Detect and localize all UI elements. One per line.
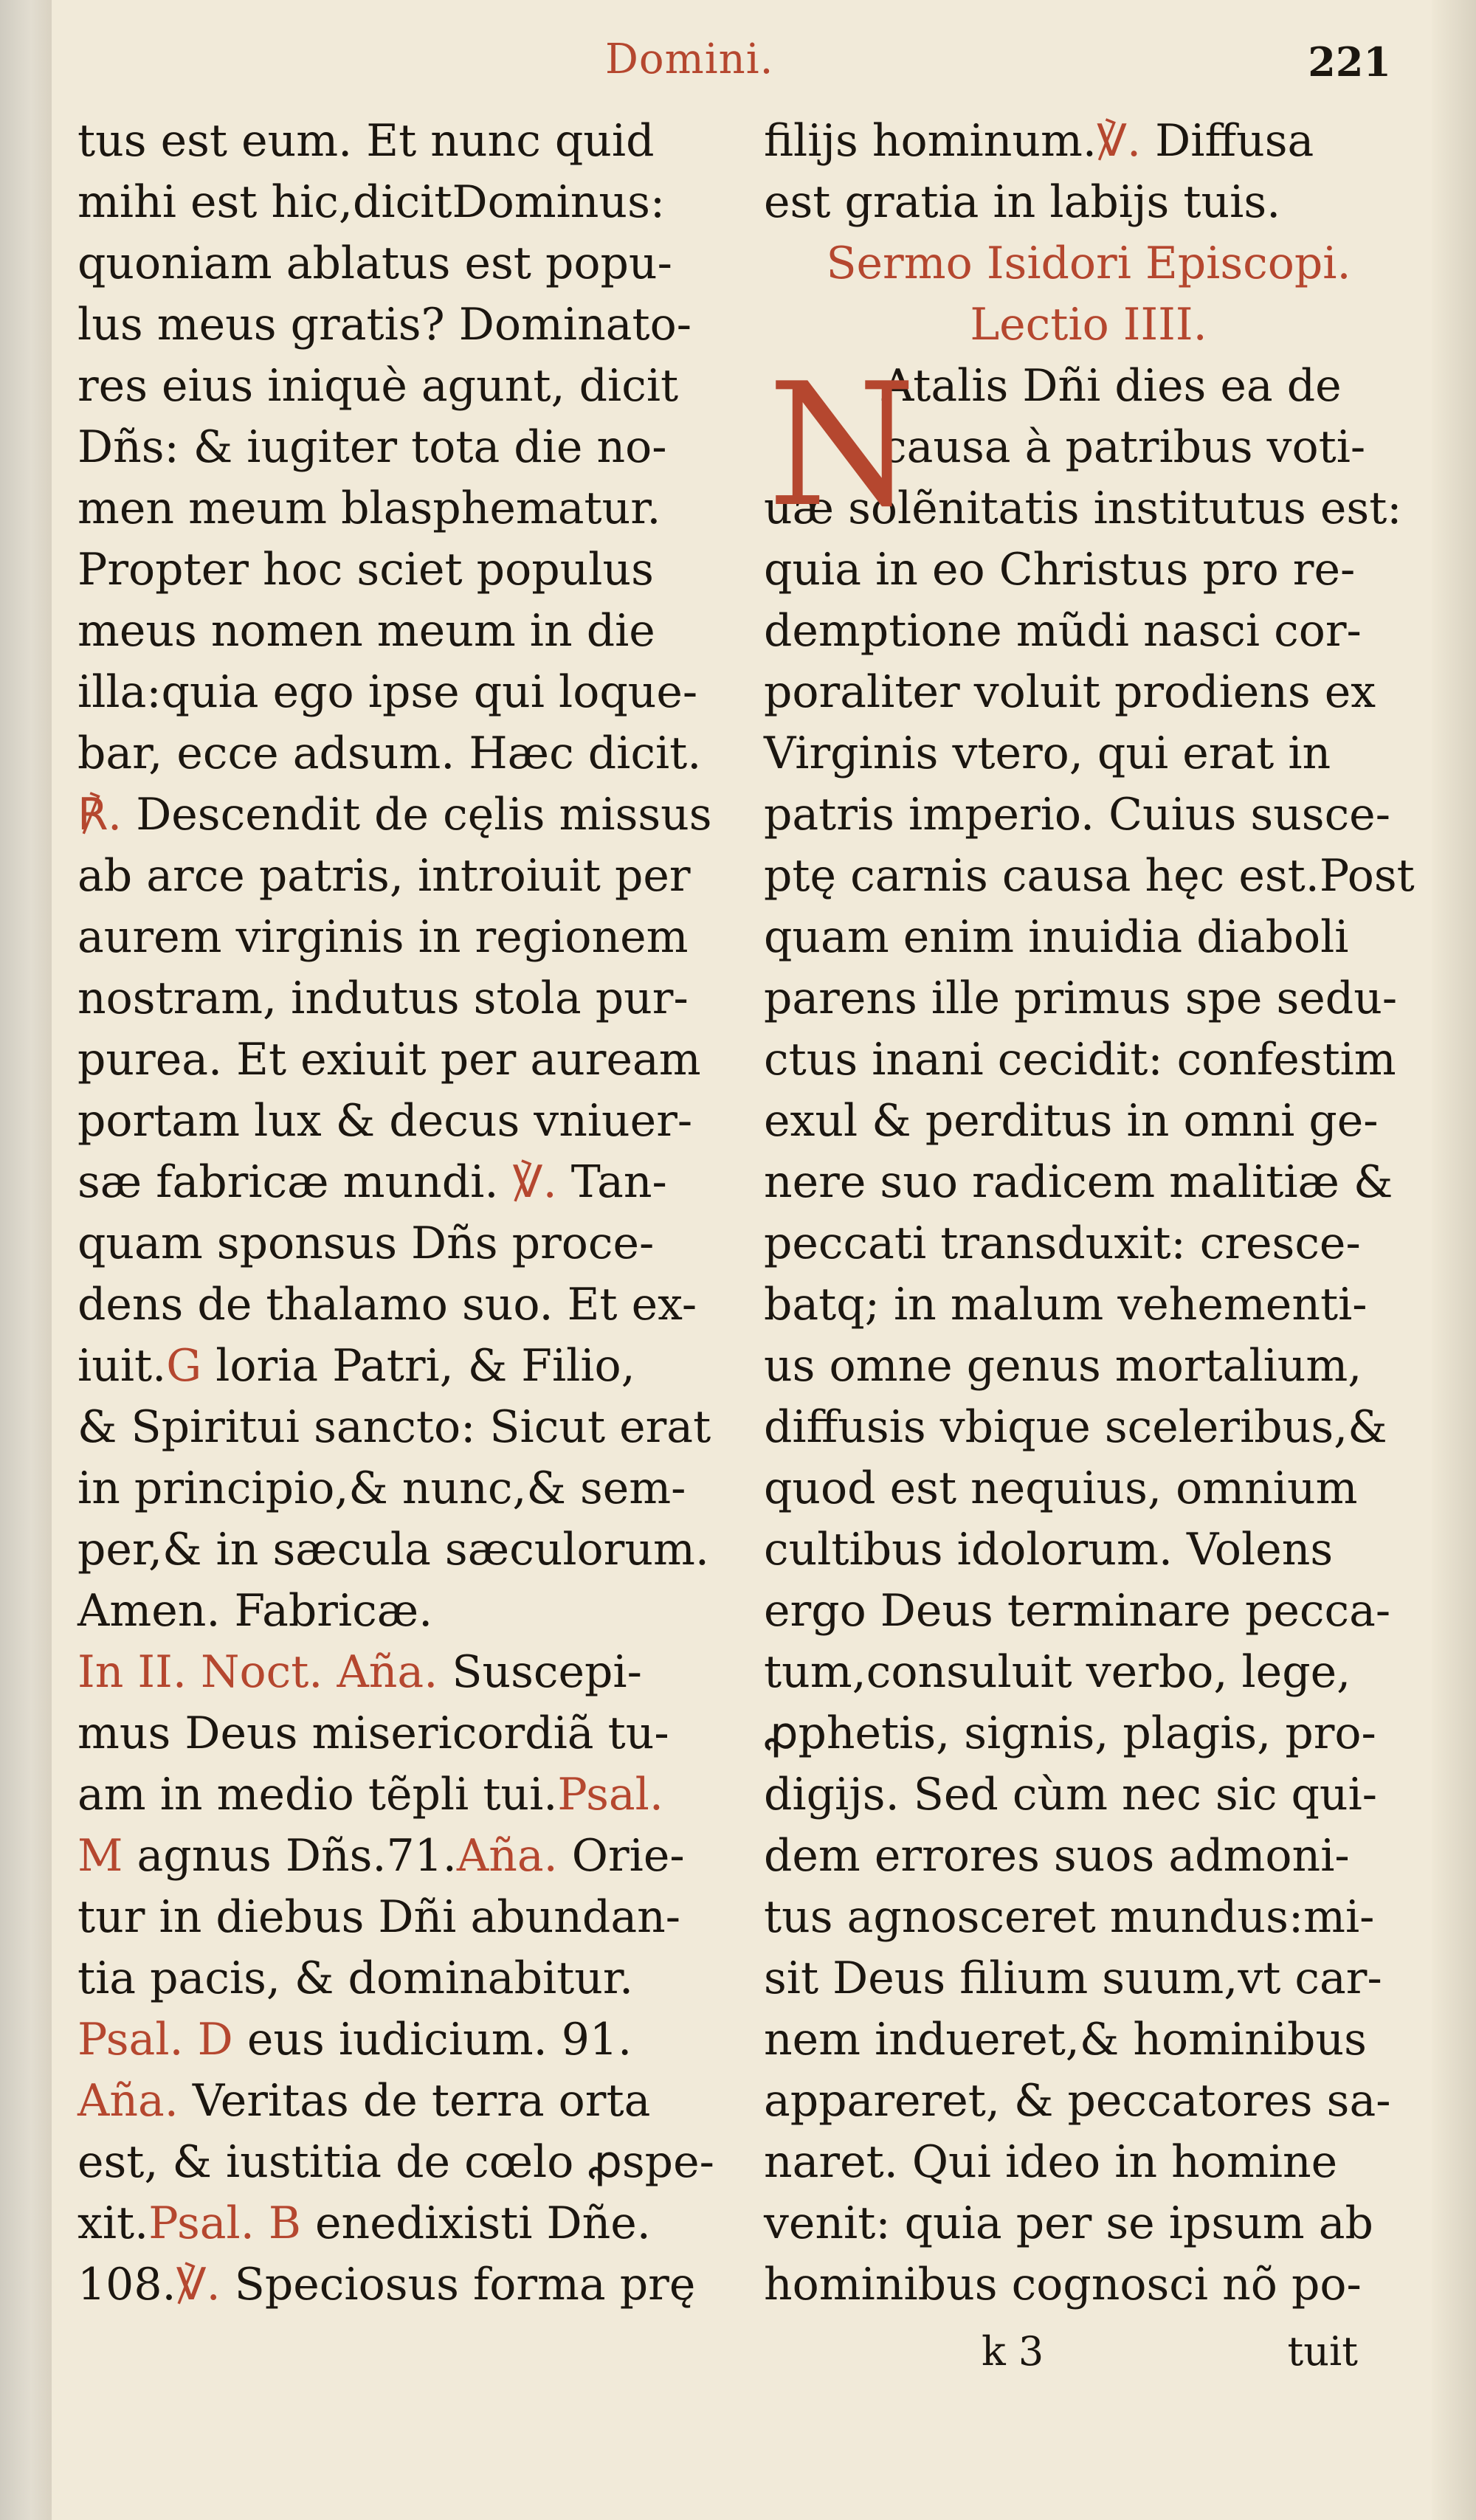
body-text: filijs hominum. xyxy=(764,115,1097,167)
text-line xyxy=(77,1887,742,1948)
text-line xyxy=(77,417,742,478)
text-line xyxy=(77,356,742,417)
body-text: ergo Deus terminare pecca- xyxy=(764,1585,1391,1637)
text-line xyxy=(764,784,1413,846)
body-text: demptione mũdi nasci cor- xyxy=(764,605,1362,657)
body-text: bar, ecce adsum. Hæc dicit. xyxy=(77,728,702,779)
body-text: uæ solẽnitatis institutus est: xyxy=(764,483,1402,534)
text-line xyxy=(764,1029,1413,1091)
body-text: tus est eum. Et nunc quid xyxy=(77,115,655,167)
text-line xyxy=(764,1336,1413,1397)
text-line xyxy=(77,1642,742,1703)
text-line xyxy=(764,2009,1413,2071)
body-text: Descendit de cęlis missus xyxy=(122,789,712,840)
text-line xyxy=(77,1948,742,2009)
rubric-text: Lectio IIII. xyxy=(970,299,1207,351)
text-line xyxy=(77,2009,742,2071)
body-text: purea. Et exiuit per auream xyxy=(77,1034,701,1085)
body-text: tur in diebus Dñi abundan- xyxy=(77,1891,681,1943)
text-line xyxy=(764,1274,1413,1336)
text-line xyxy=(77,1274,742,1336)
body-text: hominibus cognosci nõ po- xyxy=(764,2259,1362,2310)
body-text: aurem virginis in regionem xyxy=(77,911,689,963)
body-text: quoniam ablatus est popu- xyxy=(77,238,672,289)
body-text: illa:quia ego ipse qui loque- xyxy=(77,666,698,718)
text-line xyxy=(764,1826,1413,1887)
body-text: iuit. xyxy=(77,1340,167,1392)
rubric-text: Psal. xyxy=(557,1769,663,1820)
body-text: mus Deus misericordiã tu- xyxy=(77,1708,669,1759)
text-line xyxy=(77,601,742,662)
body-text: ab arce patris, introiuit per xyxy=(77,850,691,902)
text-line xyxy=(77,111,742,172)
body-text: cultibus idolorum. Volens xyxy=(764,1524,1334,1575)
text-line xyxy=(77,1336,742,1397)
running-head: Domini. xyxy=(605,35,774,83)
body-text: dem errores suos admoni- xyxy=(764,1830,1350,1882)
text-line xyxy=(764,1581,1413,1642)
text-line xyxy=(764,1519,1413,1581)
body-text: diffusis vbique sceleribus,& xyxy=(764,1401,1387,1453)
body-text: exul & perditus in omni ge- xyxy=(764,1095,1379,1147)
body-text: Suscepi- xyxy=(438,1646,642,1698)
text-line xyxy=(764,1152,1413,1213)
body-text: & Spiritui sancto: Sicut erat xyxy=(77,1401,711,1453)
text-line xyxy=(764,233,1413,294)
body-text: 108. xyxy=(77,2259,176,2310)
body-text: xit. xyxy=(77,2198,149,2249)
text-line xyxy=(77,1091,742,1152)
body-text: loria Patri, & Filio, xyxy=(201,1340,635,1392)
text-line xyxy=(764,1642,1413,1703)
text-line xyxy=(77,1764,742,1826)
rubric-text: ℟. xyxy=(77,789,123,840)
text-line xyxy=(77,1581,742,1642)
text-line xyxy=(77,1458,742,1519)
body-text: peccati transduxit: cresce- xyxy=(764,1218,1361,1269)
text-line xyxy=(764,111,1413,172)
text-line xyxy=(764,846,1413,907)
body-text: Veritas de terra orta xyxy=(178,2075,651,2127)
text-line xyxy=(77,233,742,294)
body-text: nere suo radicem malitiæ & xyxy=(764,1156,1393,1208)
text-line xyxy=(77,1213,742,1274)
body-text: quod est nequius, omnium xyxy=(764,1463,1358,1514)
body-text: batq; in malum vehementi- xyxy=(764,1279,1368,1330)
body-text: Speciosus forma prę xyxy=(220,2259,696,2310)
body-text: lus meus gratis? Dominato- xyxy=(77,299,692,351)
body-text: in principio,& nunc,& sem- xyxy=(77,1463,686,1514)
book-binding-edge xyxy=(0,0,52,2520)
rubric-text: ℣. xyxy=(176,2259,221,2310)
body-text: poraliter voluit prodiens ex xyxy=(764,666,1376,718)
body-text: tum,consuluit verbo, lege, xyxy=(764,1646,1351,1698)
rubric-text: M xyxy=(77,1830,123,1882)
text-line xyxy=(77,2193,742,2254)
body-text: Tan- xyxy=(556,1156,667,1208)
text-line xyxy=(764,1458,1413,1519)
body-text: agnus Dñs.71. xyxy=(123,1830,457,1882)
text-line xyxy=(77,1152,742,1213)
rubric-text: In II. Noct. Aña. xyxy=(77,1646,438,1698)
body-text: est, & iustitia de cœlo ꝓspe- xyxy=(77,2136,714,2188)
rubric-text: G xyxy=(166,1340,202,1392)
text-line xyxy=(764,172,1413,233)
text-line xyxy=(764,601,1413,662)
text-line xyxy=(764,662,1413,723)
body-text: Orie- xyxy=(557,1830,685,1882)
text-line xyxy=(764,1948,1413,2009)
text-line xyxy=(764,2254,1413,2316)
body-text: ꝓphetis, signis, plagis, pro- xyxy=(764,1708,1376,1759)
body-text: Propter hoc sciet populus xyxy=(77,544,654,596)
text-line xyxy=(77,1519,742,1581)
body-text: meus nomen meum in die xyxy=(77,605,655,657)
body-text: men meum blasphematur. xyxy=(77,483,661,534)
body-text: Dñs: & iugiter tota die no- xyxy=(77,421,667,473)
text-line xyxy=(77,723,742,784)
body-text: appareret, & peccatores sa- xyxy=(764,2075,1391,2127)
body-text: digijs. Sed cùm nec sic qui- xyxy=(764,1769,1378,1820)
body-text: us omne genus mortalium, xyxy=(764,1340,1362,1392)
rubric-text: ℣. xyxy=(498,1156,557,1208)
text-line xyxy=(764,1703,1413,1764)
body-text: tia pacis, & dominabitur. xyxy=(77,1953,634,2004)
body-text: tus agnosceret mundus:mi- xyxy=(764,1891,1375,1943)
body-text: ctus inani cecidit: confestim xyxy=(764,1034,1396,1085)
body-text: ptę carnis causa hęc est.Post xyxy=(764,850,1415,902)
text-line xyxy=(764,1764,1413,1826)
body-text: Atalis Dñi dies ea de xyxy=(882,360,1342,412)
text-line xyxy=(77,1397,742,1458)
text-line xyxy=(764,968,1413,1029)
rubric-text: Aña. xyxy=(77,2075,179,2127)
body-text: nem indueret,& hominibus xyxy=(764,2014,1367,2065)
body-text: Virginis vtero, qui erat in xyxy=(764,728,1331,779)
text-line xyxy=(77,1029,742,1091)
body-text: sit Deus filium suum,vt car- xyxy=(764,1953,1382,2004)
text-line xyxy=(77,294,742,356)
page-number: 221 xyxy=(1308,38,1391,86)
body-text: res eius iniquè agunt, dicit xyxy=(77,360,679,412)
text-line xyxy=(77,968,742,1029)
text-line xyxy=(77,846,742,907)
text-line xyxy=(764,2071,1413,2132)
text-line xyxy=(77,1826,742,1887)
body-text: dens de thalamo suo. Et ex- xyxy=(77,1279,697,1330)
page-edge-shadow xyxy=(1432,0,1476,2520)
text-line xyxy=(77,2254,742,2316)
text-line xyxy=(77,1703,742,1764)
text-line xyxy=(764,539,1413,601)
text-line xyxy=(764,2193,1413,2254)
body-text: portam lux & decus vniuer- xyxy=(77,1095,693,1147)
text-line xyxy=(77,784,742,846)
signature-mark: k 3 xyxy=(982,2328,1044,2375)
rubric-text: Psal. D xyxy=(77,2014,233,2065)
text-line xyxy=(764,294,1413,356)
text-line xyxy=(764,1397,1413,1458)
rubric-text: Psal. B xyxy=(148,2198,301,2249)
body-text: venit: quia per se ipsum ab xyxy=(764,2198,1373,2249)
text-line xyxy=(77,539,742,601)
body-text: naret. Qui ideo in homine xyxy=(764,2136,1338,2188)
text-line xyxy=(77,2071,742,2132)
body-text: parens ille primus spe sedu- xyxy=(764,973,1398,1024)
rubric-text: Aña. xyxy=(456,1830,558,1882)
body-text: causa à patribus voti- xyxy=(882,421,1366,473)
text-line xyxy=(77,662,742,723)
body-text: est gratia in labijs tuis. xyxy=(764,176,1281,228)
body-text: per,& in sæcula sæculorum. xyxy=(77,1524,709,1575)
body-text: patris imperio. Cuius susce- xyxy=(764,789,1390,840)
left-text-column xyxy=(77,111,742,2316)
catchword: tuit xyxy=(1287,2328,1358,2375)
body-text: am in medio tẽpli tui. xyxy=(77,1769,558,1820)
rubric-text: Sermo Isidori Episcopi. xyxy=(826,238,1351,289)
body-text: Diffusa xyxy=(1141,115,1314,167)
body-text: nostram, indutus stola pur- xyxy=(77,973,689,1024)
body-text: enedixisti Dñe. xyxy=(300,2198,651,2249)
text-line xyxy=(77,2132,742,2193)
body-text: sæ fabricæ mundi. xyxy=(77,1156,499,1208)
body-text: quam enim inuidia diaboli xyxy=(764,911,1349,963)
body-text: mihi est hic,dicitDominus: xyxy=(77,176,666,228)
text-line xyxy=(764,723,1413,784)
body-text: quam sponsus Dñs proce- xyxy=(77,1218,655,1269)
body-text: quia in eo Christus pro re- xyxy=(764,544,1356,596)
text-line xyxy=(764,1091,1413,1152)
drop-cap-initial: N xyxy=(768,348,917,545)
body-text: eus iudicium. 91. xyxy=(232,2014,632,2065)
text-line xyxy=(764,1213,1413,1274)
text-line xyxy=(77,172,742,233)
text-line xyxy=(764,1887,1413,1948)
text-line xyxy=(764,907,1413,968)
text-line xyxy=(764,2132,1413,2193)
text-line xyxy=(77,907,742,968)
text-line xyxy=(77,478,742,539)
rubric-text: ℣. xyxy=(1096,115,1142,167)
body-text: Amen. Fabricæ. xyxy=(77,1585,433,1637)
